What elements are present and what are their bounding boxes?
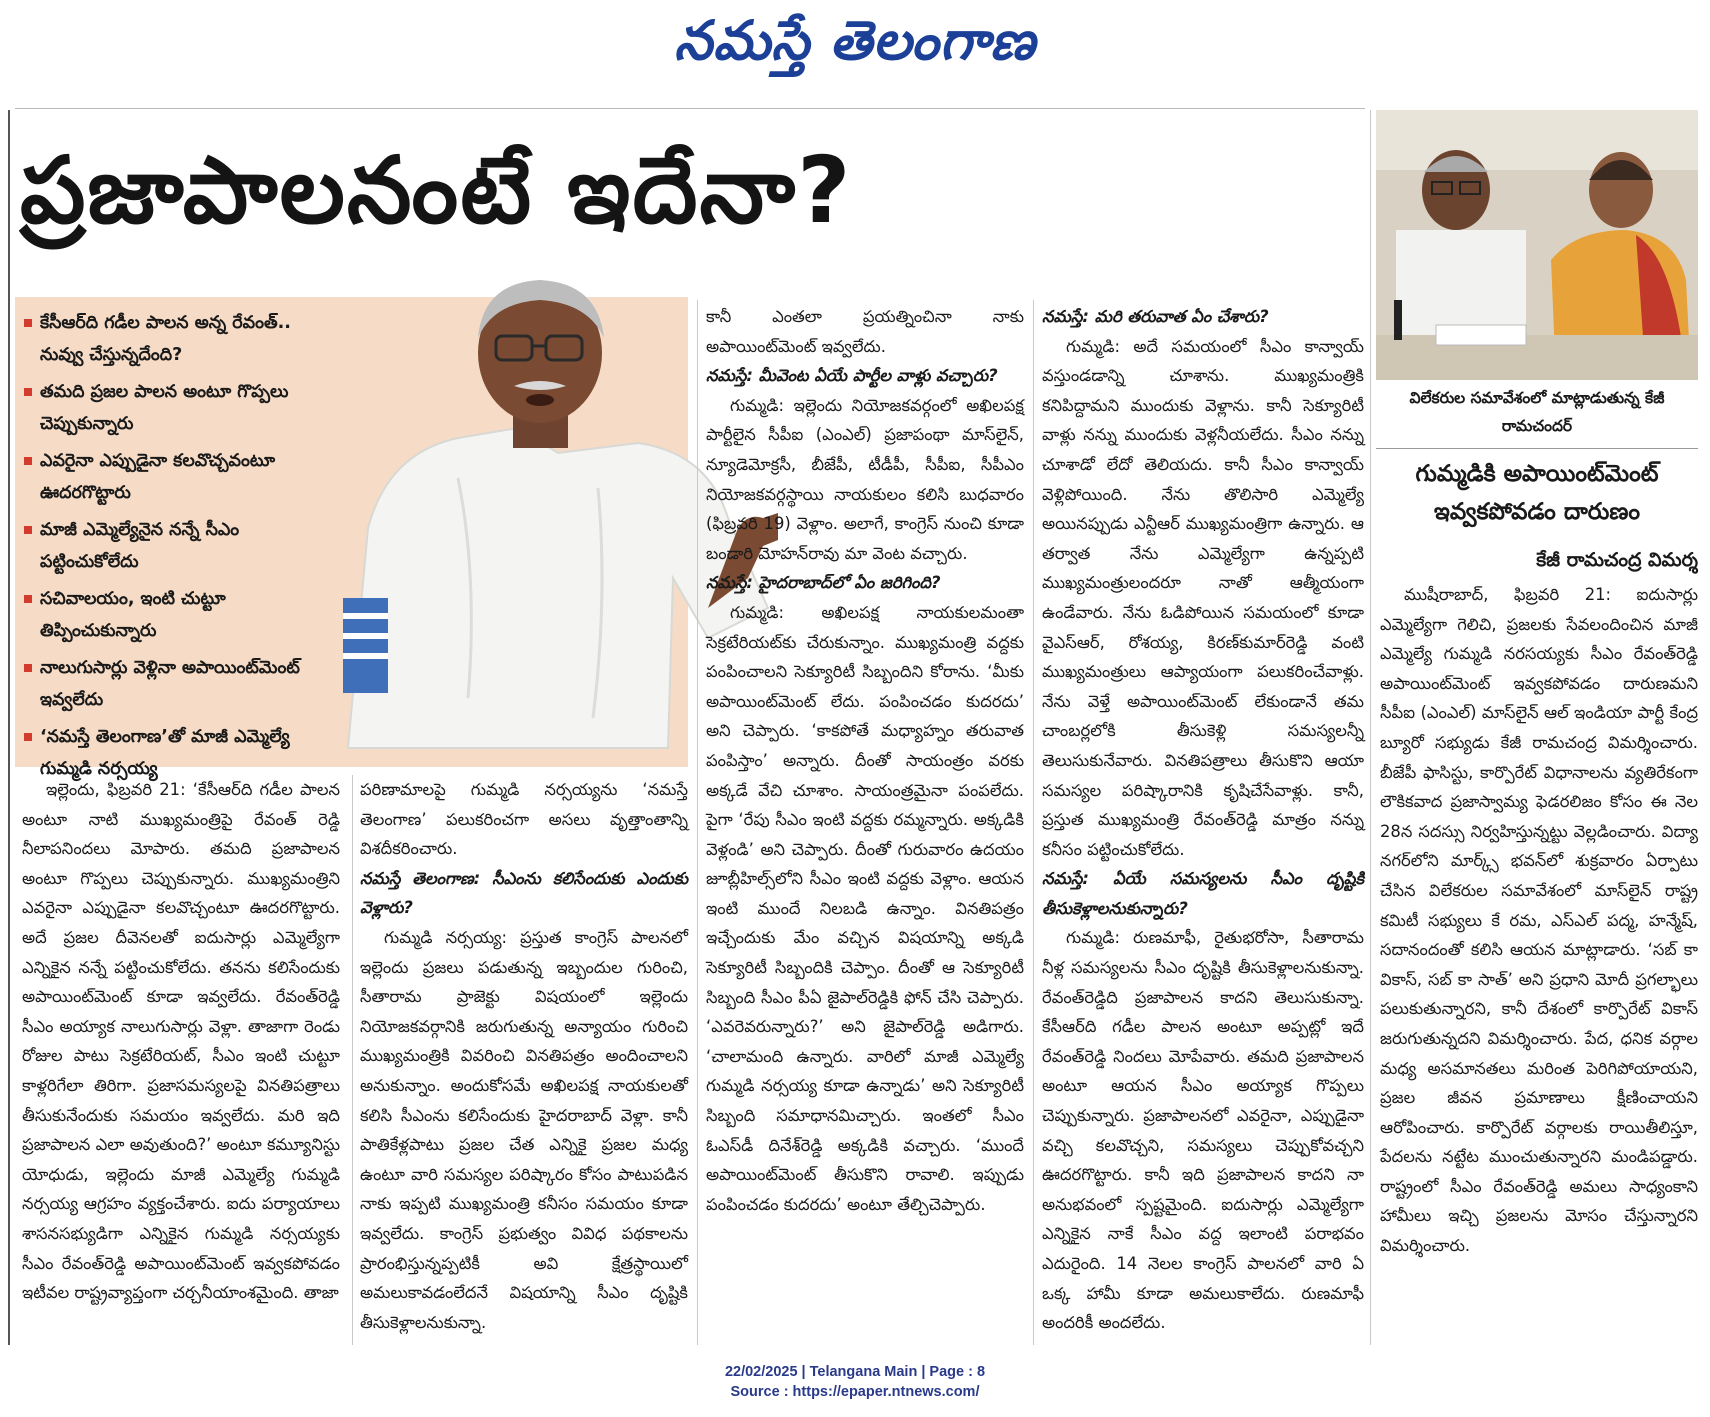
highlight-item: తమది ప్రజల పాలన అంటూ గొప్పలు చెప్పుకున్నారు (22, 377, 322, 440)
column-divider (697, 300, 698, 1345)
column-divider (352, 775, 353, 1345)
highlights-list (22, 308, 322, 791)
press-meet-photo (1376, 110, 1698, 380)
column-divider (1033, 300, 1034, 1345)
interview-question: నమస్తే: ఏయే సమస్యలను సీఎం దృష్టికి తీసుకెళ్లాలనుకున్నారు? (1042, 869, 1364, 918)
interview-question: నమస్తే తెలంగాణ: సీఎంను కలిసేందుకు ఎందుకు వెళ్లారు? (360, 868, 688, 918)
article-column-3 (706, 302, 1024, 1219)
interview-question: నమస్తే: మీవెంట ఏయే పార్టీల వాళ్లు వచ్చారు? (706, 366, 998, 386)
article-paragraph: గుమ్మడి: అదే సమయంలో సీఎం కాన్వాయ్‌ వస్తుండడాన్ని చూశాను. ముఖ్యమంత్రికి కనిపిద్దామని ముందుకు వెళ్లాను. కానీ సెక్యూరిటీ వాళ్లు నన్ను ముందుకు వెళ్లనీయలేదు. సీఎం నన్ను చూశాడో లేదో తెలియదు. కానీ సీఎం కాన్వాయ్‌ వెళ్లిపోయింది. నేను తొలిసారి ఎమ్మెల్యే అయినప్పుడు ఎన్టీఆర్‌ ముఖ్యమంత్రిగా ఉన్నారు. ఆ తర్వాత నేను ఎమ్మెల్యేగా ఉన్నప్పటి ముఖ్యమంత్రులందరూ నాతో ఆత్మీయంగా ఉండేవారు. నేను ఓడిపోయిన సమయంలో కూడా వైఎస్‌ఆర్‌, రోశయ్య, కిరణ్‌కుమార్‌రెడ్డి వంటి ముఖ్యమంత్రులు ఆప్యాయంగా పలుకరించేవాళ్లు. నేను వెళ్తే అపాయింట్‌మెంట్‌ లేకుండానే తమ చాంబర్లలోకి తీసుకెళ్లి సమస్యలన్నీ తెలుసుకునేవారు. వినతిపత్రాలు తీసుకొని ఆయా సమస్యల పరిష్కారానికి కృషిచేసేవాళ్లు. కానీ, ప్రస్తుత ముఖ్యమంత్రి రేవంత్‌రెడ్డి మాత్రం నన్ను కనీసం పట్టించుకోలేదు. (1042, 336, 1364, 859)
highlight-item: ఎవరైనా ఎప్పుడైనా కలవొచ్చవంటూ ఊదరగొట్టారు (22, 446, 322, 509)
interview-question: నమస్తే: హైదరాబాద్‌లో ఏం జరిగింది? (706, 573, 941, 593)
highlight-item: మాజీ ఎమ్మెల్యేనైన నన్నే సీఎం పట్టించుకోలేదు (22, 515, 322, 578)
interview-question: నమస్తే: మరి తరువాత ఏం చేశారు? (1042, 307, 1269, 326)
article-paragraph: గుమ్మడి: అఖిలపక్ష నాయకులమంతా సెక్రటేరియట్‌కు చేరుకున్నాం. ముఖ్యమంత్రి వద్దకు పంపించాలని సెక్యూరిటీ సిబ్బందిని కోరాను. ‘మీకు అపాయింట్‌మెంట్‌ లేదు. పంపించడం కుదరదు’ అని చెప్పారు. ‘కాకపోతే మధ్యాహ్నం తరువాత పంపిస్తాం’ అన్నారు. దీంతో సాయంత్రం వరకు అక్కడే వేచి చూశాం. సాయంత్రమైనా పంపలేదు. పైగా ‘రేపు సీఎం ఇంటి వద్దకు రమ్మన్నారు. అక్కడికి వెళ్లండి’ అని చెప్పారు. దీంతో గురువారం ఉదయం జూబ్లీహిల్స్‌లోని సీఎం ఇంటి వద్దకు వెళ్లాం. ఆయన ఇంటి ముందే నిలబడి ఉన్నాం. వినతిపత్రం ఇచ్చేందుకు మేం వచ్చిన విషయాన్ని అక్కడి సెక్యూరిటీ సిబ్బందికి చెప్పాం. దీంతో ఆ సెక్యూరిటీ సిబ్బంది సీఎం పీఏ జైపాల్‌రెడ్డికి ఫోన్‌ చేసి చెప్పారు. ‘ఎవరెవరున్నారు?’ అని జైపాల్‌రెడ్డి అడిగారు. ‘చాలామంది ఉన్నారు. వారిలో మాజీ ఎమ్మెల్యే గుమ్మడి నర్సయ్య కూడా ఉన్నాడు’ అని సెక్యూరిటీ సిబ్బంది సమాధానమిచ్చారు. ఇంతలో సీఎం ఓఎస్‌డీ దినేశ్‌రెడ్డి అక్కడికి వచ్చారు. ‘ముందే అపాయింట్‌మెంట్‌ తీసుకొని రావాలి. ఇప్పుడు పంపించడం కుదరదు’ అంటూ తేల్చిచెప్పారు. (706, 602, 1024, 1214)
edition-info: 22/02/2025 | Telangana Main | Page : 8 (724, 1364, 986, 1380)
article-paragraph: ఇల్లెందు, ఫిబ్రవరి 21: ‘కేసీఆర్‌ది గడీల పాలన అంటూ నాటి ముఖ్యమంత్రిపై రేవంత్‌ రెడ్డి నీలాపనిందలు మోపారు. తమది ప్రజాపాలన అంటూ గొప్పలు చెప్పుకున్నారు. ముఖ్యమంత్రిని ఎవరైనా ఎప్పుడైనా కలవొచ్చంటూ ఊదరగొట్టారు. అదే ప్రజల దీవెనలతో ఐదుసార్లు ఎమ్మెల్యేగా ఎన్నికైన నన్నే పట్టించుకోలేదు. తనను కలిసేందుకు అపాయింట్‌మెంట్‌ కూడా ఇవ్వలేదు. రేవంత్‌రెడ్డి సీఎం అయ్యాక నాలుగుసార్లు వెళ్లా. తాజాగా రెండు రోజుల పాటు సెక్రటేరియట్‌, సీఎం ఇంటి చుట్టూ కాళ్లరిగేలా తిరిగా. ప్రజాసమస్యలపై వినతిపత్రాలు తీసుకునేందుకు సమయం ఇవ్వలేదు. మరి ఇది ప్రజాపాలన ఎలా అవుతుంది?’ అంటూ కమ్యూనిస్టు యోధుడు, ఇల్లెందు మాజీ ఎమ్మెల్యే గుమ్మడి నర్సయ్య ఆగ్రహం వ్యక్తంచేశారు. ఐదు పర్యాయాలు శాసనసభ్యుడిగా ఎన్నికైన గుమ్మడి నర్సయ్యకు సీఎం రేవంత్‌రెడ్డి అపాయింట్‌మెంట్‌ ఇవ్వకపోవడం ఇటీవల రాష్ట్రవ్యాప్తంగా చర్చనీయాంశమైంది. తాజా (22, 780, 340, 1303)
source-link[interactable]: Source : https://epaper.ntnews.com/ (730, 1384, 980, 1400)
page-headline: ప్రజాపాలనంటే ఇదేనా? (20, 137, 853, 244)
article-paragraph: పరిణామాలపై గుమ్మడి నర్సయ్యను ‘నమస్తే తెలంగాణ’ పలుకరించగా అసలు వృత్తాంతాన్ని విశదీకరించారు. (360, 780, 688, 859)
page-footer (0, 1362, 1710, 1402)
side-story-subhead: కేజీ రామచంద్ర విమర్శ (1536, 549, 1698, 571)
article-column-1 (22, 775, 340, 1308)
highlight-item: కేసీఆర్‌ది గడీల పాలన అన్న రేవంత్‌.. నువ్వు చేస్తున్నదేంది? (22, 308, 322, 371)
highlight-item: సచివాలయం, ఇంటి చుట్టూ తిప్పించుకున్నారు (22, 584, 322, 647)
article-column-4 (1042, 302, 1364, 1338)
top-divider (15, 108, 1365, 109)
column-divider (1370, 110, 1371, 1345)
article-paragraph: గుమ్మడి నర్సయ్య: ప్రస్తుత కాంగ్రెస్‌ పాలనలో ఇల్లెందు ప్రజలు పడుతున్న ఇబ్బందుల గురించి, సీతారామ ప్రాజెక్టు విషయంలో ఇల్లెందు నియోజకవర్గానికి జరుగుతున్న అన్యాయం గురించి ముఖ్యమంత్రికి వివరించి వినతిపత్రం అందించాలని అనుకున్నాం. అందుకోసమే అఖిలపక్ష నాయకులతో కలిసి సీఎంను కలిసేందుకు హైదరాబాద్‌ వెళ్లా. కానీ పాతికేళ్లపాటు ప్రజల చేత ఎన్నికై ప్రజల మధ్య ఉంటూ వారి సమస్యల పరిష్కారం కోసం పాటుపడిన నాకు ఇప్పటి ముఖ్యమంత్రి కనీసం సమయం కూడా ఇవ్వలేదు. కాంగ్రెస్‌ ప్రభుత్వం వివిధ పథకాలను ప్రారంభిస్తున్నప్పటికీ అవి క్షేత్రస్థాయిలో అమలుకావడంలేదనే విషయాన్ని సీఎం దృష్టికి తీసుకెళ్లాలనుకున్నా. (360, 927, 688, 1332)
highlight-item: నాలుగుసార్లు వెళ్లినా అపాయింట్‌మెంట్‌ ఇవ్వలేదు (22, 653, 322, 716)
article-column-2 (360, 775, 688, 1337)
side-story-headline: గుమ్మడికి అపాయింట్‌మెంట్‌ ఇవ్వకపోవడం దారుణం (1415, 461, 1659, 525)
masthead-logo: నమస్తే తెలంగాణ (674, 8, 1036, 72)
side-story-body (1380, 580, 1698, 1261)
highlight-item: ‘నమస్తే తెలంగాణ’తో మాజీ ఎమ్మెల్యే గుమ్మడి నర్సయ్య (22, 722, 322, 785)
article-paragraph: కానీ ఎంతలా ప్రయత్నించినా నాకు అపాయింట్‌మెంట్‌ ఇవ్వలేదు. (706, 307, 1024, 356)
article-paragraph: గుమ్మడి: రుణమాఫీ, రైతుభరోసా, సీతారామ నీళ్ల సమస్యలను సీఎం దృష్టికి తీసుకెళ్లాలనుకున్నా. రేవంత్‌రెడ్డిది ప్రజాపాలన కాదని తెలుసుకున్నా. కేసీఆర్‌ది గడీల పాలన అంటూ అప్పట్లో ఇదే రేవంత్‌రెడ్డి నిందలు మోపేవారు. తమది ప్రజాపాలన అంటూ ఆయన సీఎం అయ్యాక గొప్పలు చెప్పుకున్నారు. ప్రజాపాలనలో ఎవరైనా, ఎప్పుడైనా వచ్చి కలవొచ్చని, సమస్యలు చెప్పుకోవచ్చని ఊదరగొట్టారు. కానీ ఇది ప్రజాపాలన కాదని నా అనుభవంలో స్పష్టమైంది. ఐదుసార్లు ఎమ్మెల్యేగా ఎన్నికైన నాకే సీఎం వద్ద ఇలాంటి పరాభవం ఎదురైంది. 14 నెలల కాంగ్రెస్‌ పాలనలో వారి ఏ ఒక్క హామీ కూడా అమలుకాలేదు. రుణమాఫీ అందరికీ అందలేదు. (1042, 928, 1364, 1333)
left-margin-rule (8, 110, 10, 1345)
article-paragraph: ముషీరాబాద్‌, ఫిబ్రవరి 21: ఐదుసార్లు ఎమ్మెల్యేగా గెలిచి, ప్రజలకు సేవలందించిన మాజీ ఎమ్మెల్యే గుమ్మడి నరసయ్యకు సీఎం రేవంత్‌రెడ్డి అపాయింట్‌మెంట్‌ ఇవ్వకపోవడం దారుణమని సీపీఐ (ఎంఎల్‌) మాస్‌లైన్‌ ఆల్‌ ఇండియా పార్టీ కేంద్ర బ్యూరో సభ్యుడు కేజీ రామచంద్ర విమర్శించారు. బీజేపీ ఫాసిస్టు, కార్పొరేట్‌ విధానాలను వ్యతిరేకంగా లౌకికవాద ప్రజాస్వామ్య ఫెడరలిజం కోసం ఈ నెల 28న సదస్సు నిర్వహిస్తున్నట్టు వెల్లడించారు. విద్యా నగర్‌లోని మార్క్స్‌ భవన్‌లో శుక్రవారం ఏర్పాటు చేసిన విలేకరుల సమావేశంలో మాస్‌లైన్‌ రాష్ట్ర కమిటీ సభ్యులు కే రమ, ఎస్‌ఎల్‌ పద్మ, హన్మేష్‌, సదానందంతో కలిసి ఆయన మాట్లాడారు. ‘సబ్‌ కా వికాస్‌, సబ్‌ కా సాత్‌’ అని ప్రధాని మోదీ ప్రగల్భాలు పలుకుతున్నారని, కానీ దేశంలో కార్పొరేట్‌ వికాస్‌ జరుగుతున్నదని విమర్శించారు. పేద, ధనిక వర్గాల మధ్య అసమానతలు మరింత పెరిగిపోయాయని, ప్రజల జీవన ప్రమాణాలు క్షీణించాయని ఆరోపించారు. కార్పొరేట్‌ వర్గాలకు రాయితీలిస్తూ, పేదలను నట్టేట ముంచుతున్నారని మండిపడ్డారు. రాష్ట్రంలో సీఎం రేవంత్‌రెడ్డి అమలు సాధ్యంకాని హామీలు ఇచ్చి ప్రజలను మోసం చేస్తున్నారని విమర్శించారు. (1380, 585, 1698, 1256)
photo-caption: విలేకరుల సమావేశంలో మాట్లాడుతున్న కేజీ రామచందర్‌ (1409, 389, 1665, 435)
side-divider (1376, 448, 1698, 449)
article-paragraph: గుమ్మడి: ఇల్లెందు నియోజకవర్గంలో అఖిలపక్ష పార్టీలైన సీపీఐ (ఎంఎల్‌) ప్రజాపంథా మాస్‌లైన్‌, న్యూడెమోక్రసీ, బీజేపీ, టీడీపీ, సీపీఐ, సీపీఎం నియోజకవర్గస్థాయి నాయకులం కలిసి బుధవారం (ఫిబ్రవరి 19) వెళ్లాం. అలాగే, కాంగ్రెస్‌ నుంచి కూడా బండారి మోహన్‌రావు మా వెంట వచ్చారు. (706, 395, 1024, 563)
